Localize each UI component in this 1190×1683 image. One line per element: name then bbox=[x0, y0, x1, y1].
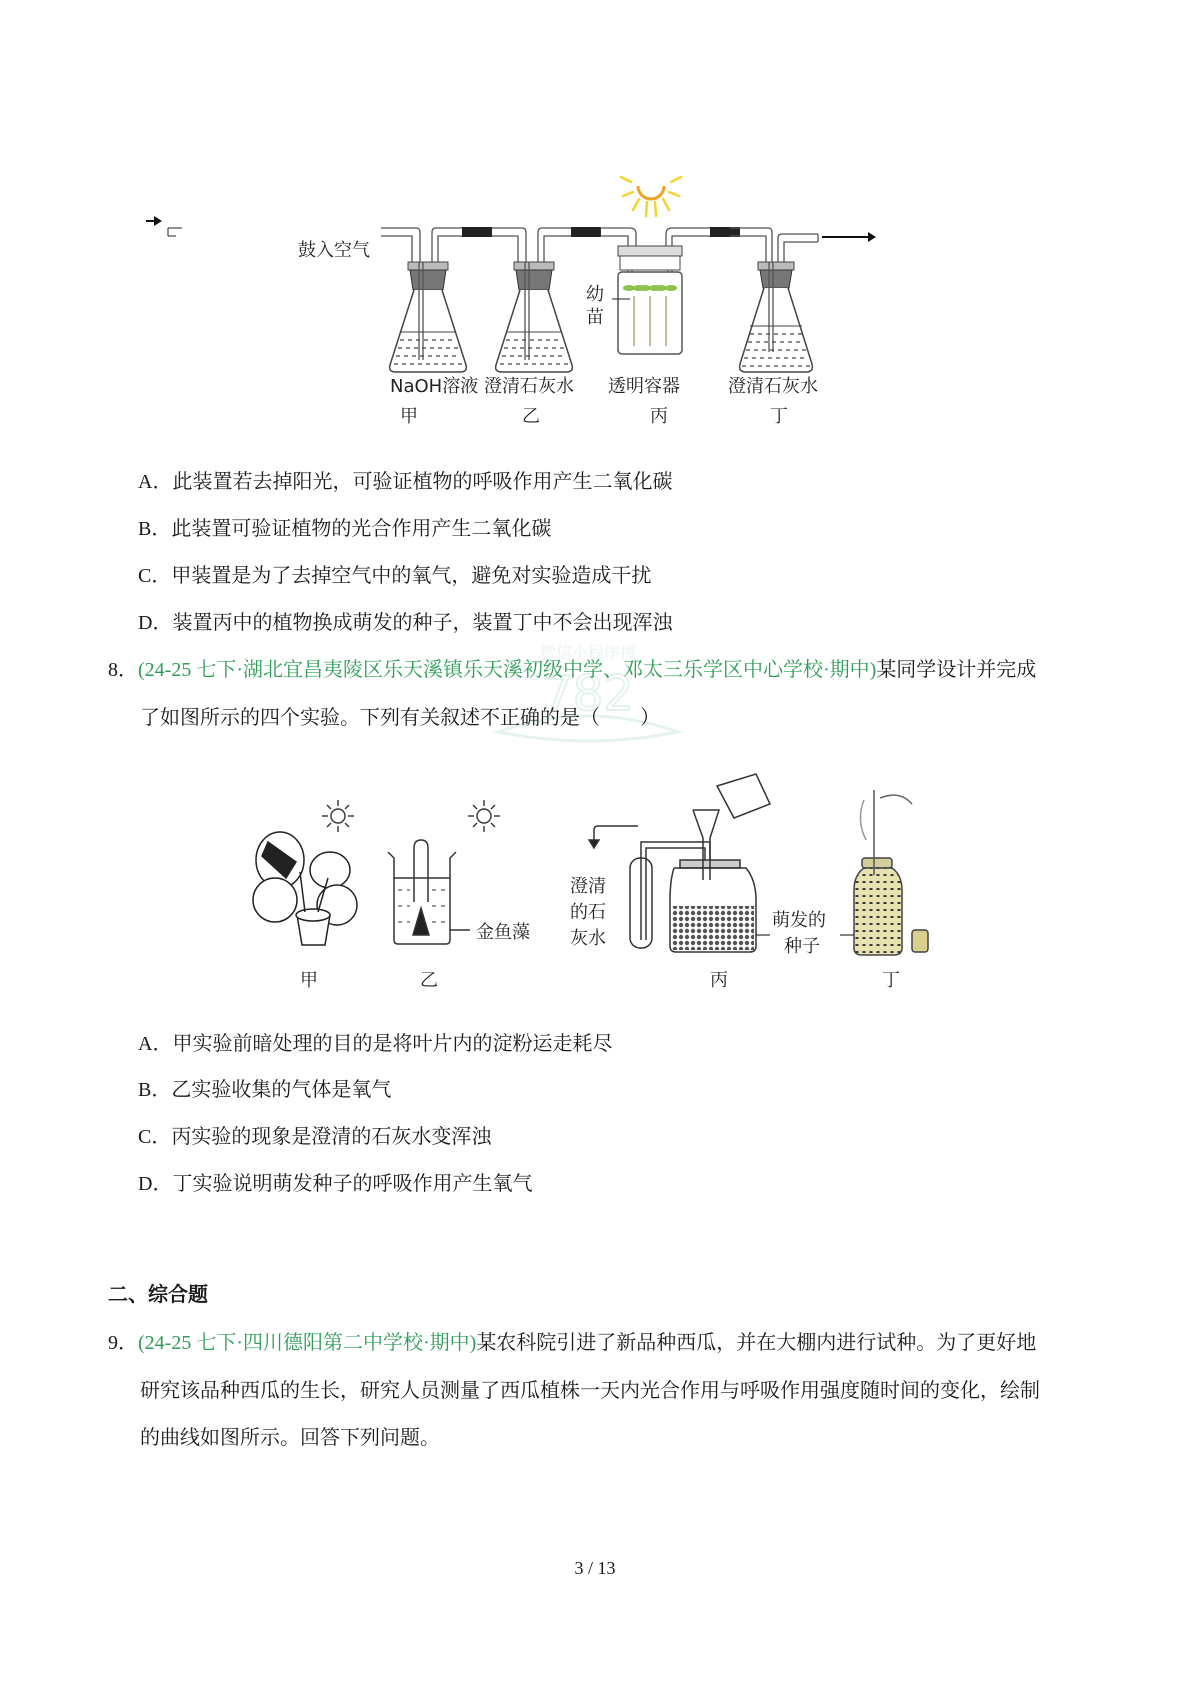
apparatus-final bbox=[0, 0, 1190, 440]
q8-experiments-figure bbox=[0, 760, 1190, 1000]
sun-icon bbox=[322, 800, 354, 832]
flask-jia bbox=[381, 228, 480, 372]
q9-stem-line2: 研究该品种西瓜的生长，研究人员测量了西瓜植株一天内光合作用与呼吸作用强度随时间的变化，绘制 bbox=[140, 1380, 1040, 1402]
exp-name-yi: 乙 bbox=[420, 970, 438, 991]
seedling-label-2: 苗 bbox=[586, 307, 604, 328]
q8-question-stem bbox=[108, 658, 1036, 682]
exp-name-ding: 丁 bbox=[882, 970, 900, 991]
potted-plant-icon bbox=[253, 832, 357, 945]
vessel-name-jia: 甲 bbox=[400, 406, 418, 427]
vessel-name-ding: 丁 bbox=[770, 406, 788, 427]
q7-option-b: B．此装置可验证植物的光合作用产生二氧化碳 bbox=[138, 518, 552, 540]
label-jinyuzao: 金鱼藻 bbox=[476, 922, 530, 943]
vessel-name-yi: 乙 bbox=[522, 406, 540, 427]
seedling-label-1: 幼 bbox=[586, 284, 604, 305]
q8-number: 8． bbox=[108, 659, 138, 681]
q9-stem-line3: 的曲线如图所示。回答下列问题。 bbox=[140, 1427, 440, 1449]
page-number: 3 / 13 bbox=[574, 1558, 616, 1578]
label-seeds-1: 萌发的 bbox=[772, 910, 826, 931]
q8-stem-line2: 了如图所示的四个实验。下列有关叙述不正确的是（ ） bbox=[140, 707, 660, 729]
label-seeds-2: 种子 bbox=[784, 936, 820, 957]
q7-option-c: C．甲装置是为了去掉空气中的氧气，避免对实验造成干扰 bbox=[138, 565, 652, 587]
q7-option-a: A．此装置若去掉阳光，可验证植物的呼吸作用产生二氧化碳 bbox=[138, 471, 673, 493]
label-limewater-1: 澄清 bbox=[570, 876, 606, 897]
q8-option-a: A．甲实验前暗处理的目的是将叶片内的淀粉运走耗尽 bbox=[138, 1033, 613, 1055]
sun-icon bbox=[468, 800, 500, 832]
vessel-content-yi: 澄清石灰水 bbox=[484, 376, 574, 397]
vessel-name-bing: 丙 bbox=[650, 406, 668, 427]
label-limewater-3: 灰水 bbox=[570, 928, 606, 949]
sun-icon bbox=[621, 177, 681, 216]
flask-yi bbox=[492, 228, 586, 372]
q7-apparatus-figure bbox=[0, 0, 1190, 440]
q8-source: (24-25 七下·湖北宜昌夷陵区乐天溪镇乐天溪初级中学、邓太三乐学区中心学校·期中) bbox=[138, 659, 877, 681]
co2-apparatus-icon bbox=[589, 774, 770, 952]
watermark-logo-icon bbox=[478, 640, 698, 750]
beaker-pondweed-icon bbox=[388, 840, 470, 944]
q9-stem-line1: 某农科院引进了新品种西瓜，并在大棚内进行试种。为了更好地 bbox=[476, 1332, 1037, 1354]
label-limewater-2: 的石 bbox=[570, 902, 606, 923]
bottle-bing bbox=[600, 228, 730, 354]
flask-ding bbox=[730, 228, 818, 372]
svg-text:782: 782 bbox=[542, 666, 634, 722]
q8-option-d: D．丁实验说明萌发种子的呼吸作用产生氧气 bbox=[138, 1173, 533, 1195]
q9-question-stem bbox=[108, 1331, 1036, 1355]
q8-option-b: B．乙实验收集的气体是氧气 bbox=[138, 1079, 392, 1101]
exp-name-jia: 甲 bbox=[300, 970, 318, 991]
vessel-content-bing: 透明容器 bbox=[608, 376, 680, 397]
q7-option-d: D．装置丙中的植物换成萌发的种子，装置丁中不会出现浑浊 bbox=[138, 612, 673, 634]
q9-source: (24-25 七下·四川德阳第二中学校·期中) bbox=[138, 1332, 477, 1354]
vessel-content-ding: 澄清石灰水 bbox=[728, 376, 818, 397]
section-heading: 二、综合题 bbox=[108, 1284, 208, 1306]
vessel-content-jia: NaOH溶液 bbox=[390, 376, 479, 397]
inlet-label: 鼓入空气 bbox=[298, 240, 370, 261]
seed-jar-icon bbox=[840, 790, 928, 955]
q8-option-c: C．丙实验的现象是澄清的石灰水变浑浊 bbox=[138, 1126, 492, 1148]
exp-name-bing: 丙 bbox=[710, 970, 728, 991]
q9-number: 9． bbox=[108, 1332, 138, 1354]
svg-text:微信小程序搜: 微信小程序搜 bbox=[539, 643, 637, 662]
q8-stem-line1: 某同学设计并完成 bbox=[876, 659, 1037, 681]
outlet-arrow-icon bbox=[822, 232, 876, 242]
